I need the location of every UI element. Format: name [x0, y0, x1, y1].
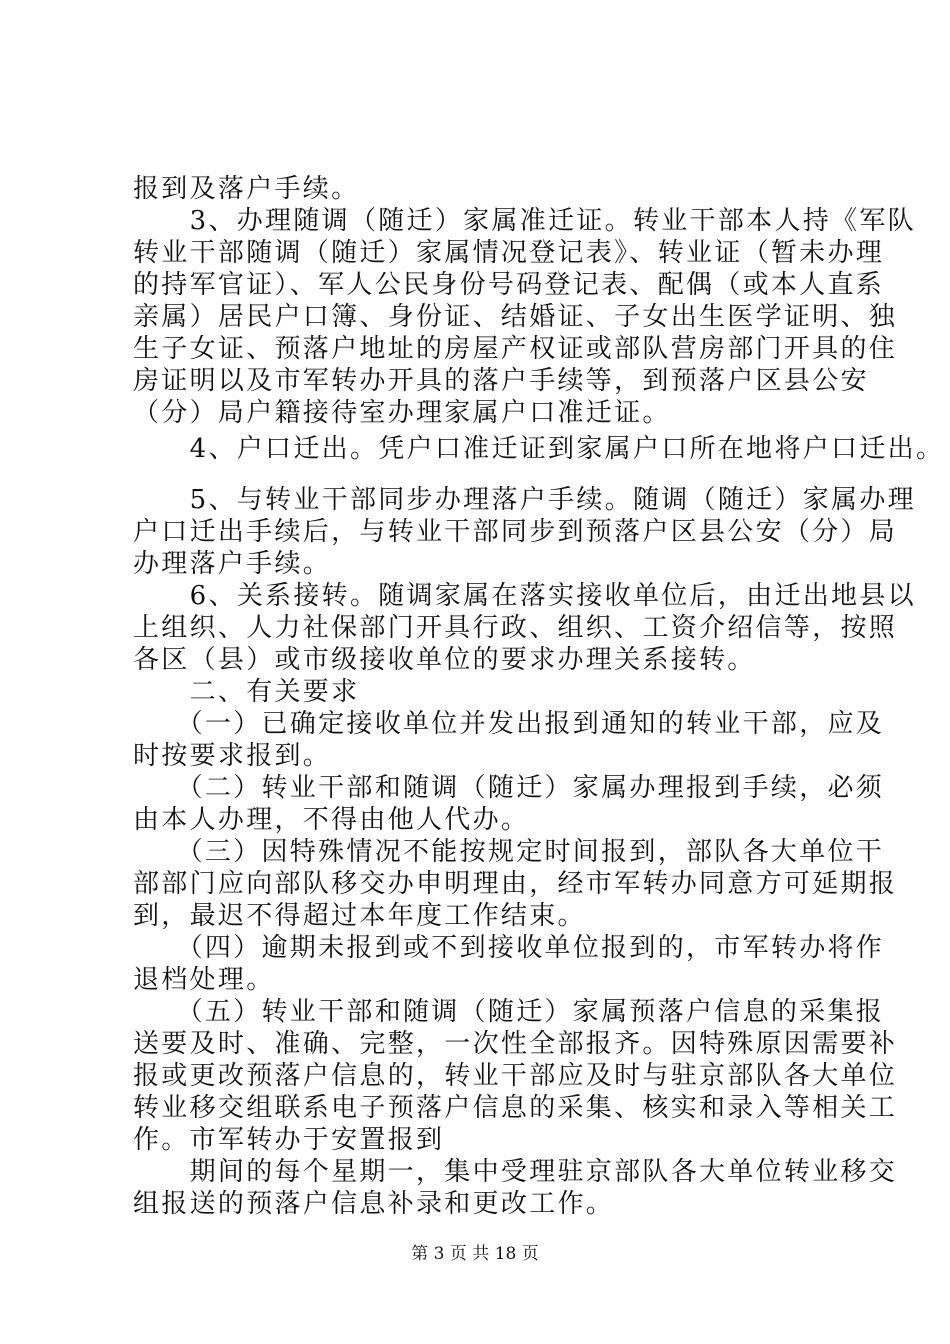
text-line: 户口迁出手续后，与转业干部同步到预落户区县公安（分）局 — [133, 517, 898, 547]
text-line: （二）转业干部和随调（随迁）家属办理报到手续，必须 — [133, 773, 885, 803]
text-line: 房证明以及市军转办开具的落户手续等，到预落户区县公安 — [133, 366, 869, 396]
text-line: （一）已确定接收单位并发出报到通知的转业干部，应及 — [133, 709, 885, 739]
section-heading: 二、有关要求 — [133, 677, 360, 707]
page-number-footer: 第 3 页 共 18 页 — [411, 1244, 539, 1264]
text-line: 6、关系接转。随调家属在落实接收单位后，由迁出地县以 — [133, 581, 916, 611]
text-line: 亲属）居民户口簿、身份证、结婚证、子女出生医学证明、独 — [133, 302, 898, 332]
text-line: 组报送的预落户信息补录和更改工作。 — [133, 1189, 615, 1219]
text-line: 办理落户手续。 — [133, 549, 332, 579]
text-line: （分）局户籍接待室办理家属户口准迁证。 — [133, 398, 671, 428]
text-line: 报或更改预落户信息的，转业干部应及时与驻京部队各大单位 — [133, 1061, 898, 1091]
text-line: 4、户口迁出。凭户口准迁证到家属户口所在地将户口迁出。 — [133, 434, 945, 464]
text-line: 转业干部随调（随迁）家属情况登记表》、转业证（暂未办理 — [133, 238, 885, 268]
text-line: 5、与转业干部同步办理落户手续。随调（随迁）家属办理 — [133, 485, 916, 515]
text-line: （四）逾期未报到或不到接收单位报到的，市军转办将作 — [133, 933, 885, 963]
text-line: 的持军官证）、军人公民身份号码登记表、配偶（或本人直系 — [133, 270, 885, 300]
text-line: 部部门应向部队移交办申明理由，经市军转办同意方可延期报 — [133, 869, 898, 899]
text-line: 报到及落户手续。 — [133, 174, 360, 204]
text-line: （五）转业干部和随调（随迁）家属预落户信息的采集报 — [133, 997, 885, 1027]
text-line: （三）因特殊情况不能按规定时间报到，部队各大单位干 — [133, 837, 885, 867]
text-line: 3、办理随调（随迁）家属准迁证。转业干部本人持《军队 — [133, 206, 916, 236]
text-line: 期间的每个星期一，集中受理驻京部队各大单位转业移交 — [133, 1157, 898, 1187]
text-line: 到，最迟不得超过本年度工作结束。 — [133, 901, 586, 931]
text-line: 退档处理。 — [133, 965, 275, 995]
text-line: 送要及时、准确、完整，一次性全部报齐。因特殊原因需要补 — [133, 1029, 898, 1059]
text-line: 各区（县）或市级接收单位的要求办理关系接转。 — [133, 645, 756, 675]
text-line: 时按要求报到。 — [133, 741, 332, 771]
text-line: 上组织、人力社保部门开具行政、组织、工资介绍信等，按照 — [133, 613, 898, 643]
text-line: 由本人办理，不得由他人代办。 — [133, 805, 530, 835]
text-line: 作。市军转办于安置报到 — [133, 1125, 445, 1155]
text-line: 转业移交组联系电子预落户信息的采集、核实和录入等相关工 — [133, 1093, 898, 1123]
text-line: 生子女证、预落户地址的房屋产权证或部队营房部门开具的住 — [133, 334, 898, 364]
